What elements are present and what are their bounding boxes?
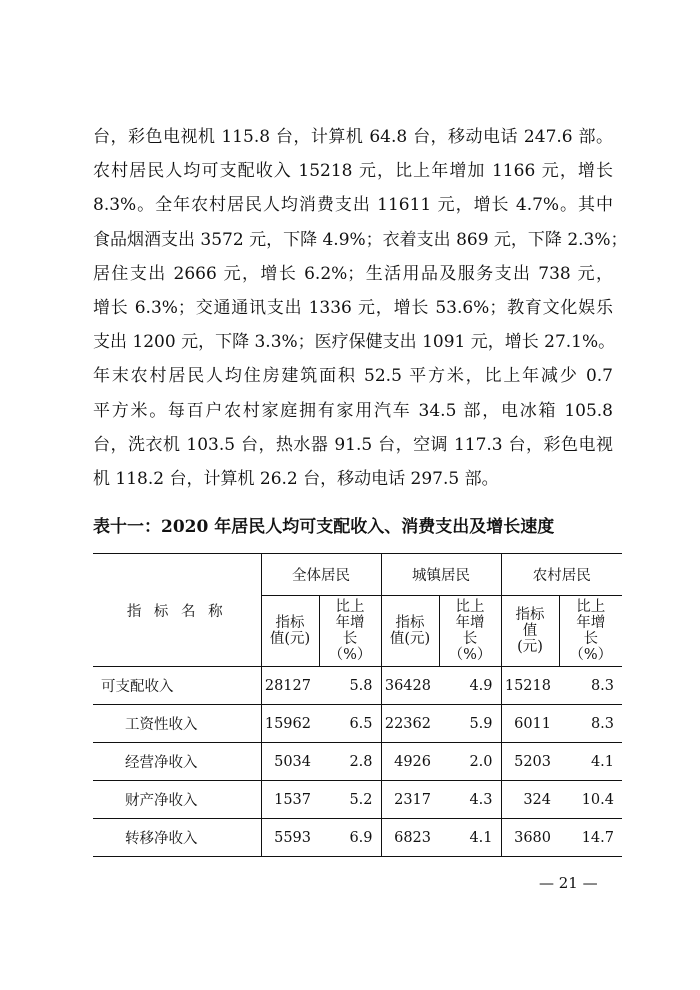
subheader-urban-value: 指标 值(元) [381, 596, 439, 667]
subheader-all-growth: 比上 年增 长 （%） [319, 596, 381, 667]
cell-value: 324 [501, 781, 559, 819]
row-label: 工资性收入 [93, 705, 261, 743]
table-row [93, 819, 622, 857]
subheader-all-value: 指标 值(元) [261, 596, 319, 667]
paragraph-line: 食品烟酒支出 3572 元，下降 4.9%；衣着支出 869 元，下降 2.3%； [93, 229, 628, 250]
row-label: 转移净收入 [93, 819, 261, 857]
cell-value: 5593 [261, 819, 319, 857]
cell-growth: 2.0 [439, 743, 501, 781]
cell-growth: 5.9 [439, 705, 501, 743]
cell-value: 6011 [501, 705, 559, 743]
body-paragraph [93, 120, 628, 496]
cell-growth: 14.7 [559, 819, 622, 857]
cell-growth: 4.1 [559, 743, 622, 781]
cell-growth: 5.8 [319, 667, 381, 705]
cell-value: 28127 [261, 667, 319, 705]
paragraph-line: 台，洗衣机 103.5 台，热水器 91.5 台，空调 117.3 台，彩色电视 [93, 434, 613, 455]
subheader-rural-growth: 比上 年增 长 （%） [559, 596, 622, 667]
row-label: 可支配收入 [93, 667, 261, 705]
table-row [93, 667, 622, 705]
table-row [93, 705, 622, 743]
paragraph-line: 支出 1200 元，下降 3.3%；医疗保健支出 1091 元，增长 27.1%。 [93, 332, 616, 353]
paragraph-line: 年末农村居民人均住房建筑面积 52.5 平方米，比上年减少 0.7 [93, 366, 613, 387]
cell-value: 5203 [501, 743, 559, 781]
cell-growth: 10.4 [559, 781, 622, 819]
row-label: 经营净收入 [93, 743, 261, 781]
cell-growth: 4.9 [439, 667, 501, 705]
cell-growth: 8.3 [559, 667, 622, 705]
paragraph-line: 8.3%。全年农村居民人均消费支出 11611 元，增长 4.7%。其中 [93, 195, 613, 216]
cell-growth: 5.2 [319, 781, 381, 819]
table-title: 表十一：2020 年居民人均可支配收入、消费支出及增长速度 [93, 517, 555, 537]
income-table [93, 553, 622, 857]
cell-value: 15218 [501, 667, 559, 705]
paragraph-line: 平方米。每百户农村家庭拥有家用汽车 34.5 部，电冰箱 105.8 [93, 400, 613, 421]
cell-value: 6823 [381, 819, 439, 857]
subheader-urban-growth: 比上 年增 长 （%） [439, 596, 501, 667]
paragraph-line: 增长 6.3%；交通通讯支出 1336 元，增长 53.6%；教育文化娱乐 [93, 298, 613, 319]
row-label: 财产净收入 [93, 781, 261, 819]
group-header-all: 全体居民 [261, 554, 381, 596]
cell-value: 3680 [501, 819, 559, 857]
cell-value: 22362 [381, 705, 439, 743]
cell-growth: 4.3 [439, 781, 501, 819]
cell-growth: 2.8 [319, 743, 381, 781]
group-header-rural: 农村居民 [501, 554, 622, 596]
corner-header: 指 标 名 称 [93, 554, 261, 667]
table-row [93, 781, 622, 819]
cell-growth: 4.1 [439, 819, 501, 857]
cell-growth: 8.3 [559, 705, 622, 743]
cell-growth: 6.9 [319, 819, 381, 857]
paragraph-line: 机 118.2 台，计算机 26.2 台，移动电话 297.5 部。 [93, 469, 499, 490]
cell-value: 4926 [381, 743, 439, 781]
cell-value: 1537 [261, 781, 319, 819]
paragraph-line: 台，彩色电视机 115.8 台，计算机 64.8 台，移动电话 247.6 部。 [93, 127, 613, 147]
subheader-rural-value: 指标 值 (元) [501, 596, 559, 667]
group-header-urban: 城镇居民 [381, 554, 501, 596]
paragraph-line: 居住支出 2666 元，增长 6.2%；生活用品及服务支出 738 元， [93, 263, 613, 284]
cell-value: 15962 [261, 705, 319, 743]
paragraph-line: 农村居民人均可支配收入 15218 元，比上年增加 1166 元，增长 [93, 161, 613, 182]
cell-value: 2317 [381, 781, 439, 819]
table-row [93, 743, 622, 781]
cell-value: 5034 [261, 743, 319, 781]
cell-value: 36428 [381, 667, 439, 705]
cell-growth: 6.5 [319, 705, 381, 743]
page-number: — 21 — [539, 874, 598, 892]
